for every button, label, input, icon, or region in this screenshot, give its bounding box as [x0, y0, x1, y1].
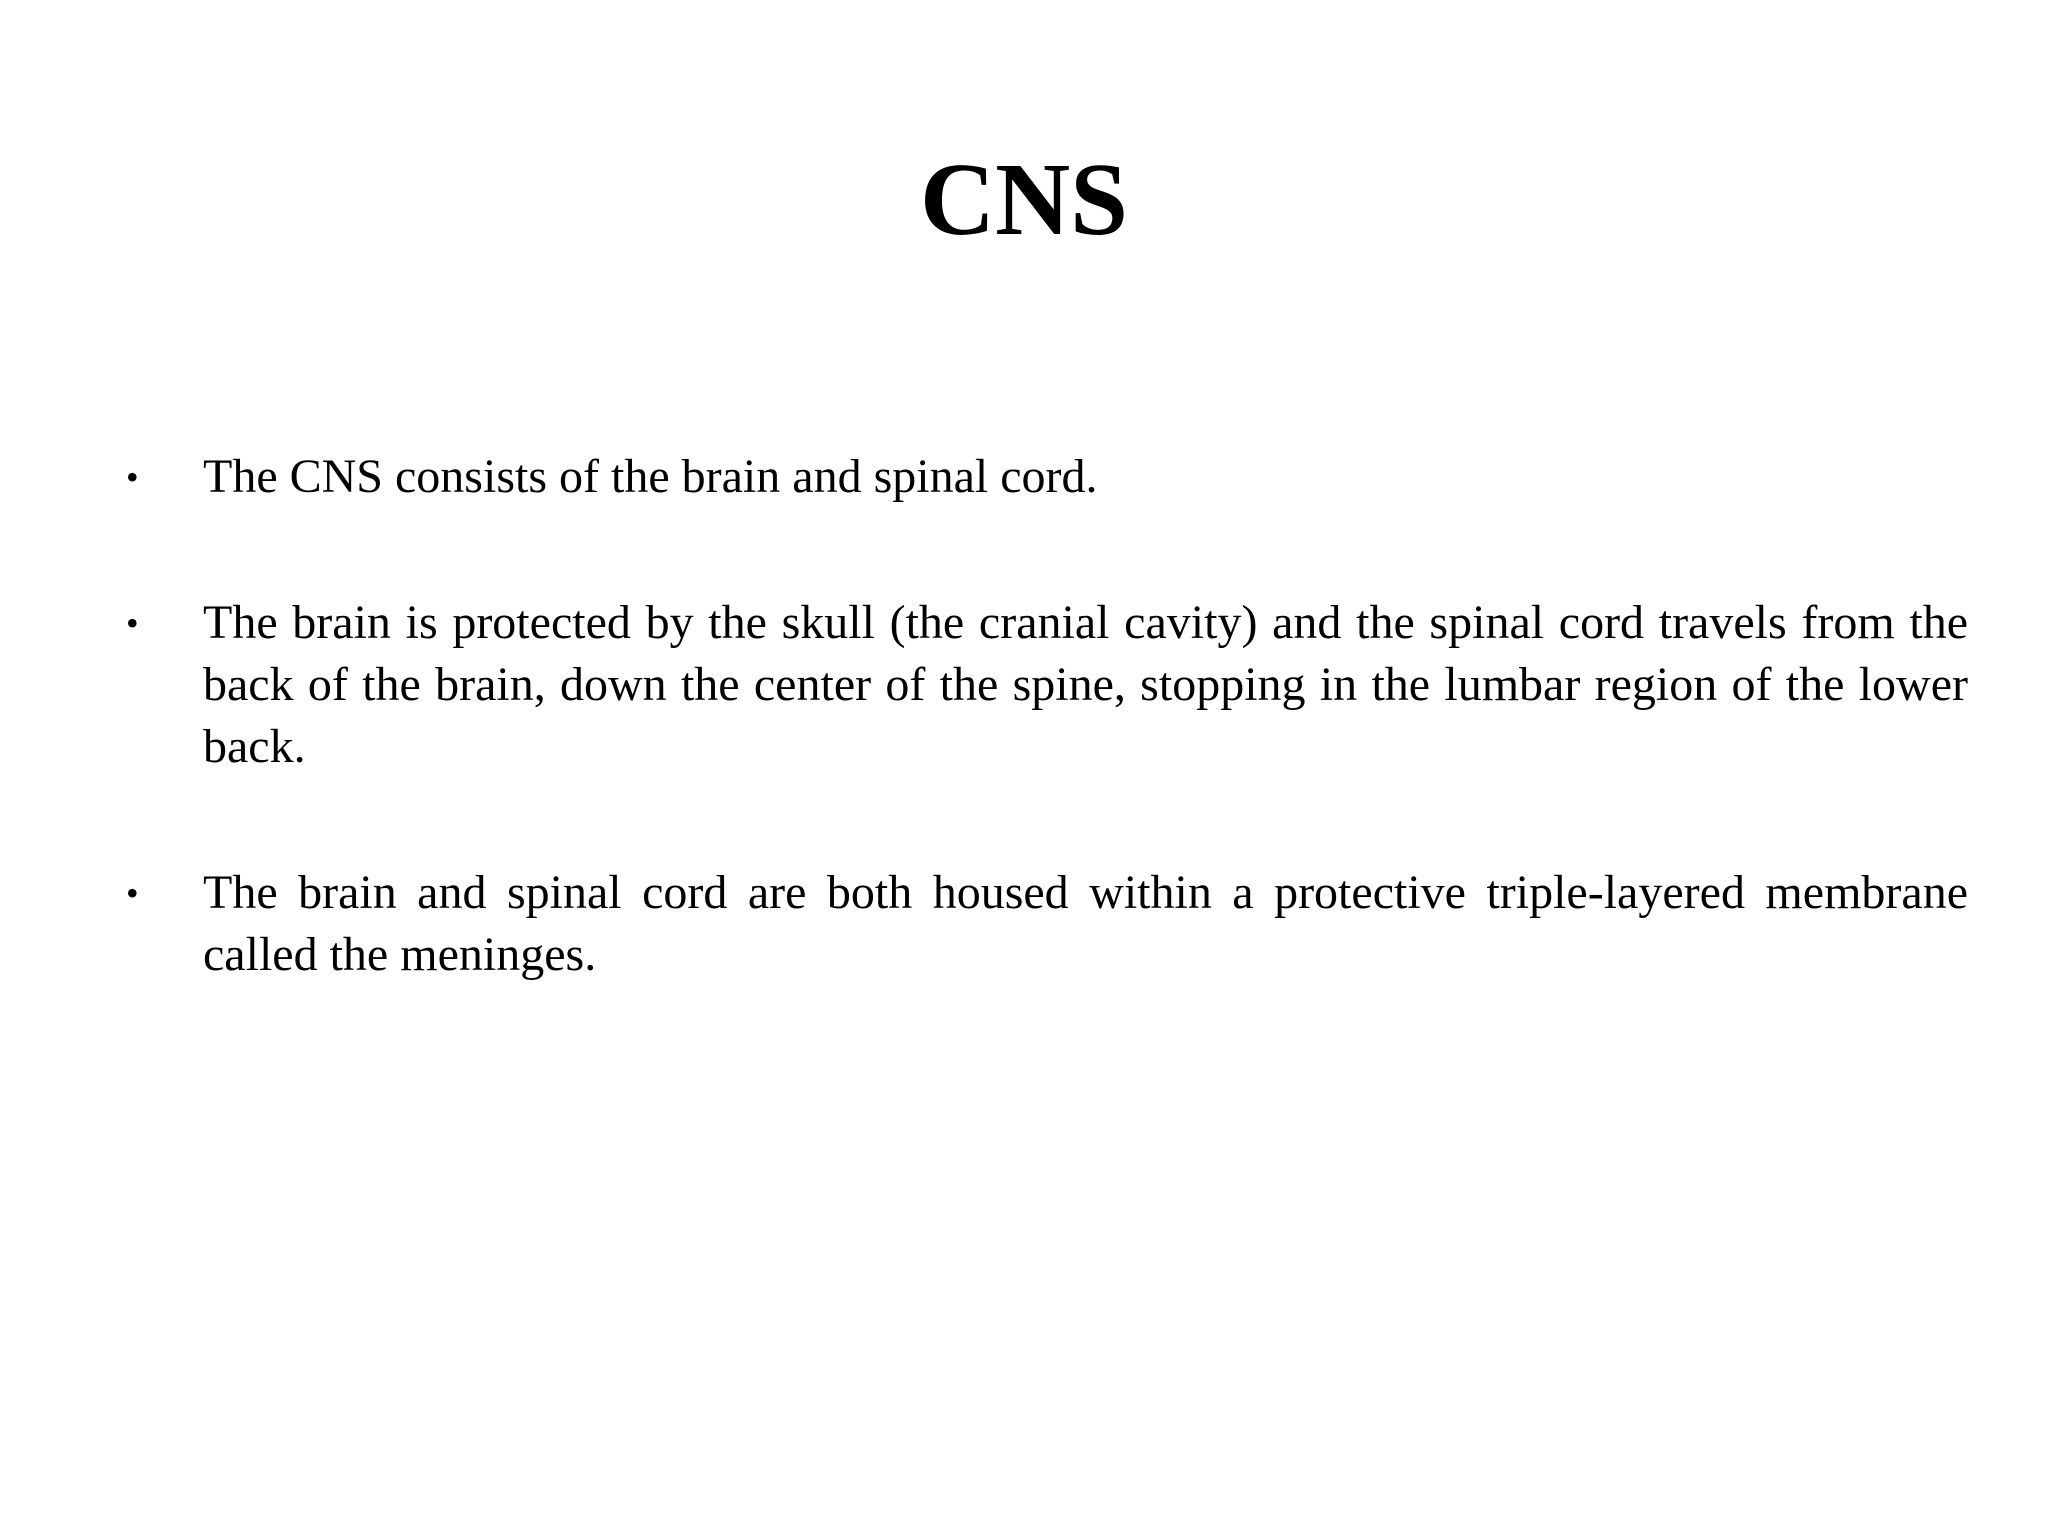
bullet-item — [118, 592, 1968, 778]
bullet-item — [118, 446, 1968, 508]
bullet-text: The brain is protected by the skull (the cranial cavity) and the spinal cord travels from the back of the brain, down the center of the spine, stopping in the lumbar region of the lower back. — [203, 596, 1968, 773]
bullet-icon: • — [126, 457, 139, 497]
bullet-list — [118, 446, 1968, 986]
bullet-icon: • — [126, 873, 139, 913]
bullet-icon: • — [126, 603, 139, 643]
bullet-text: The CNS consists of the brain and spinal cord. — [203, 450, 1098, 503]
slide-title: CNS — [919, 142, 1129, 257]
bullet-item — [118, 862, 1968, 986]
bullet-text: The brain and spinal cord are both housed within a protective triple-layered membrane called the meninges. — [203, 866, 1968, 981]
